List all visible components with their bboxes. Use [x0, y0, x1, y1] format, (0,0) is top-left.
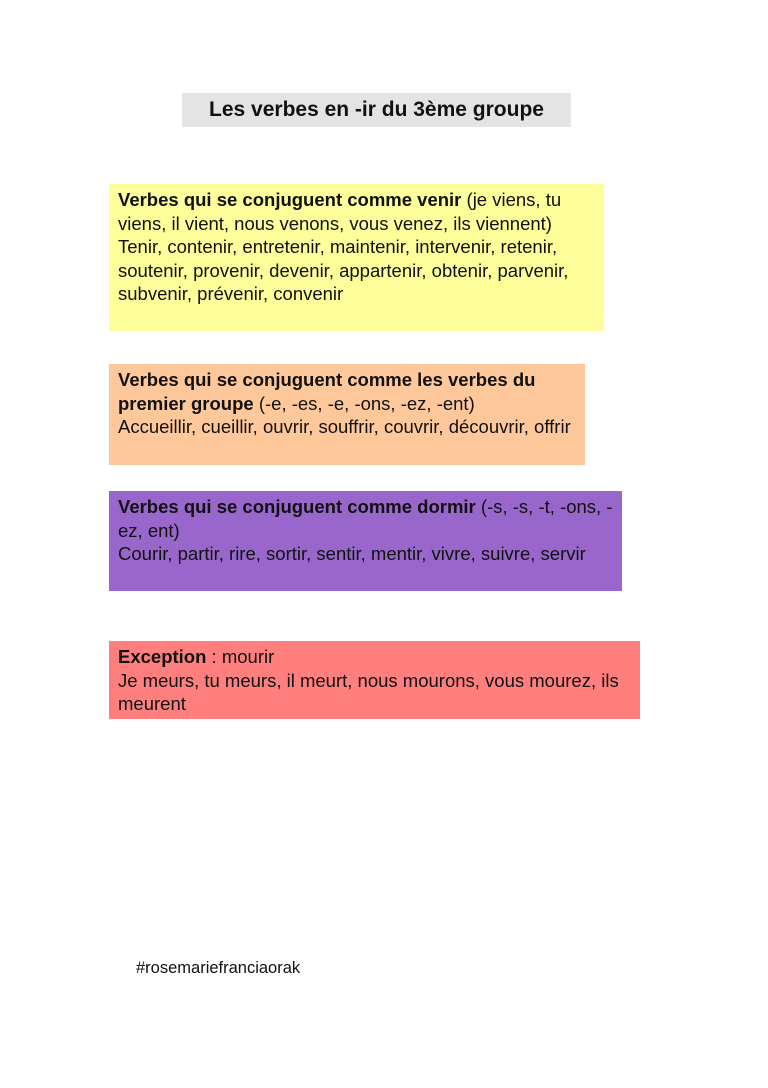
premier-groupe-conjugation-box [109, 364, 585, 465]
dormir-endings: (-s, -s, -t, -ons, -ez, ent) [118, 496, 613, 541]
dormir-rule [118, 495, 613, 542]
dormir-conjugation-box [109, 491, 622, 591]
exception-heading: Exception [118, 646, 207, 667]
exception-mourir-box [109, 641, 640, 719]
venir-rule [118, 188, 595, 235]
author-hashtag: #rosemariefranciaorak [136, 959, 301, 977]
venir-heading: Verbes qui se conjuguent comme venir [118, 189, 462, 210]
venir-endings: (je viens, tu viens, il vient, nous venons, vous venez, ils viennent) [118, 189, 562, 234]
dormir-verb-list: Courir, partir, rire, sortir, sentir, mentir, vivre, suivre, servir [118, 543, 586, 564]
venir-conjugation-box [109, 184, 604, 331]
premier-groupe-endings: (-e, -es, -e, -ons, -ez, -ent) [253, 392, 475, 414]
dormir-heading: Verbes qui se conjuguent comme dormir [118, 496, 476, 517]
premier-groupe-verb-list: Accueillir, cueillir, ouvrir, souffrir, couvrir, découvrir, offrir [118, 416, 571, 437]
premier-groupe-rule [118, 368, 576, 415]
exception-rule [118, 645, 631, 669]
venir-verb-list: Tenir, contenir, entretenir, maintenir, intervenir, retenir, soutenir, provenir, devenir, appartenir, obtenir, parvenir, subvenir, prévenir, convenir [118, 236, 569, 304]
premier-groupe-heading: Verbes qui se conjuguent comme les verbes du premier groupe [118, 369, 536, 414]
page-title: Les verbes en -ir du 3ème groupe [182, 93, 571, 127]
exception-conjugation: Je meurs, tu meurs, il meurt, nous mourons, vous mourez, ils meurent [118, 669, 619, 714]
exception-verb: : mourir [206, 646, 275, 667]
